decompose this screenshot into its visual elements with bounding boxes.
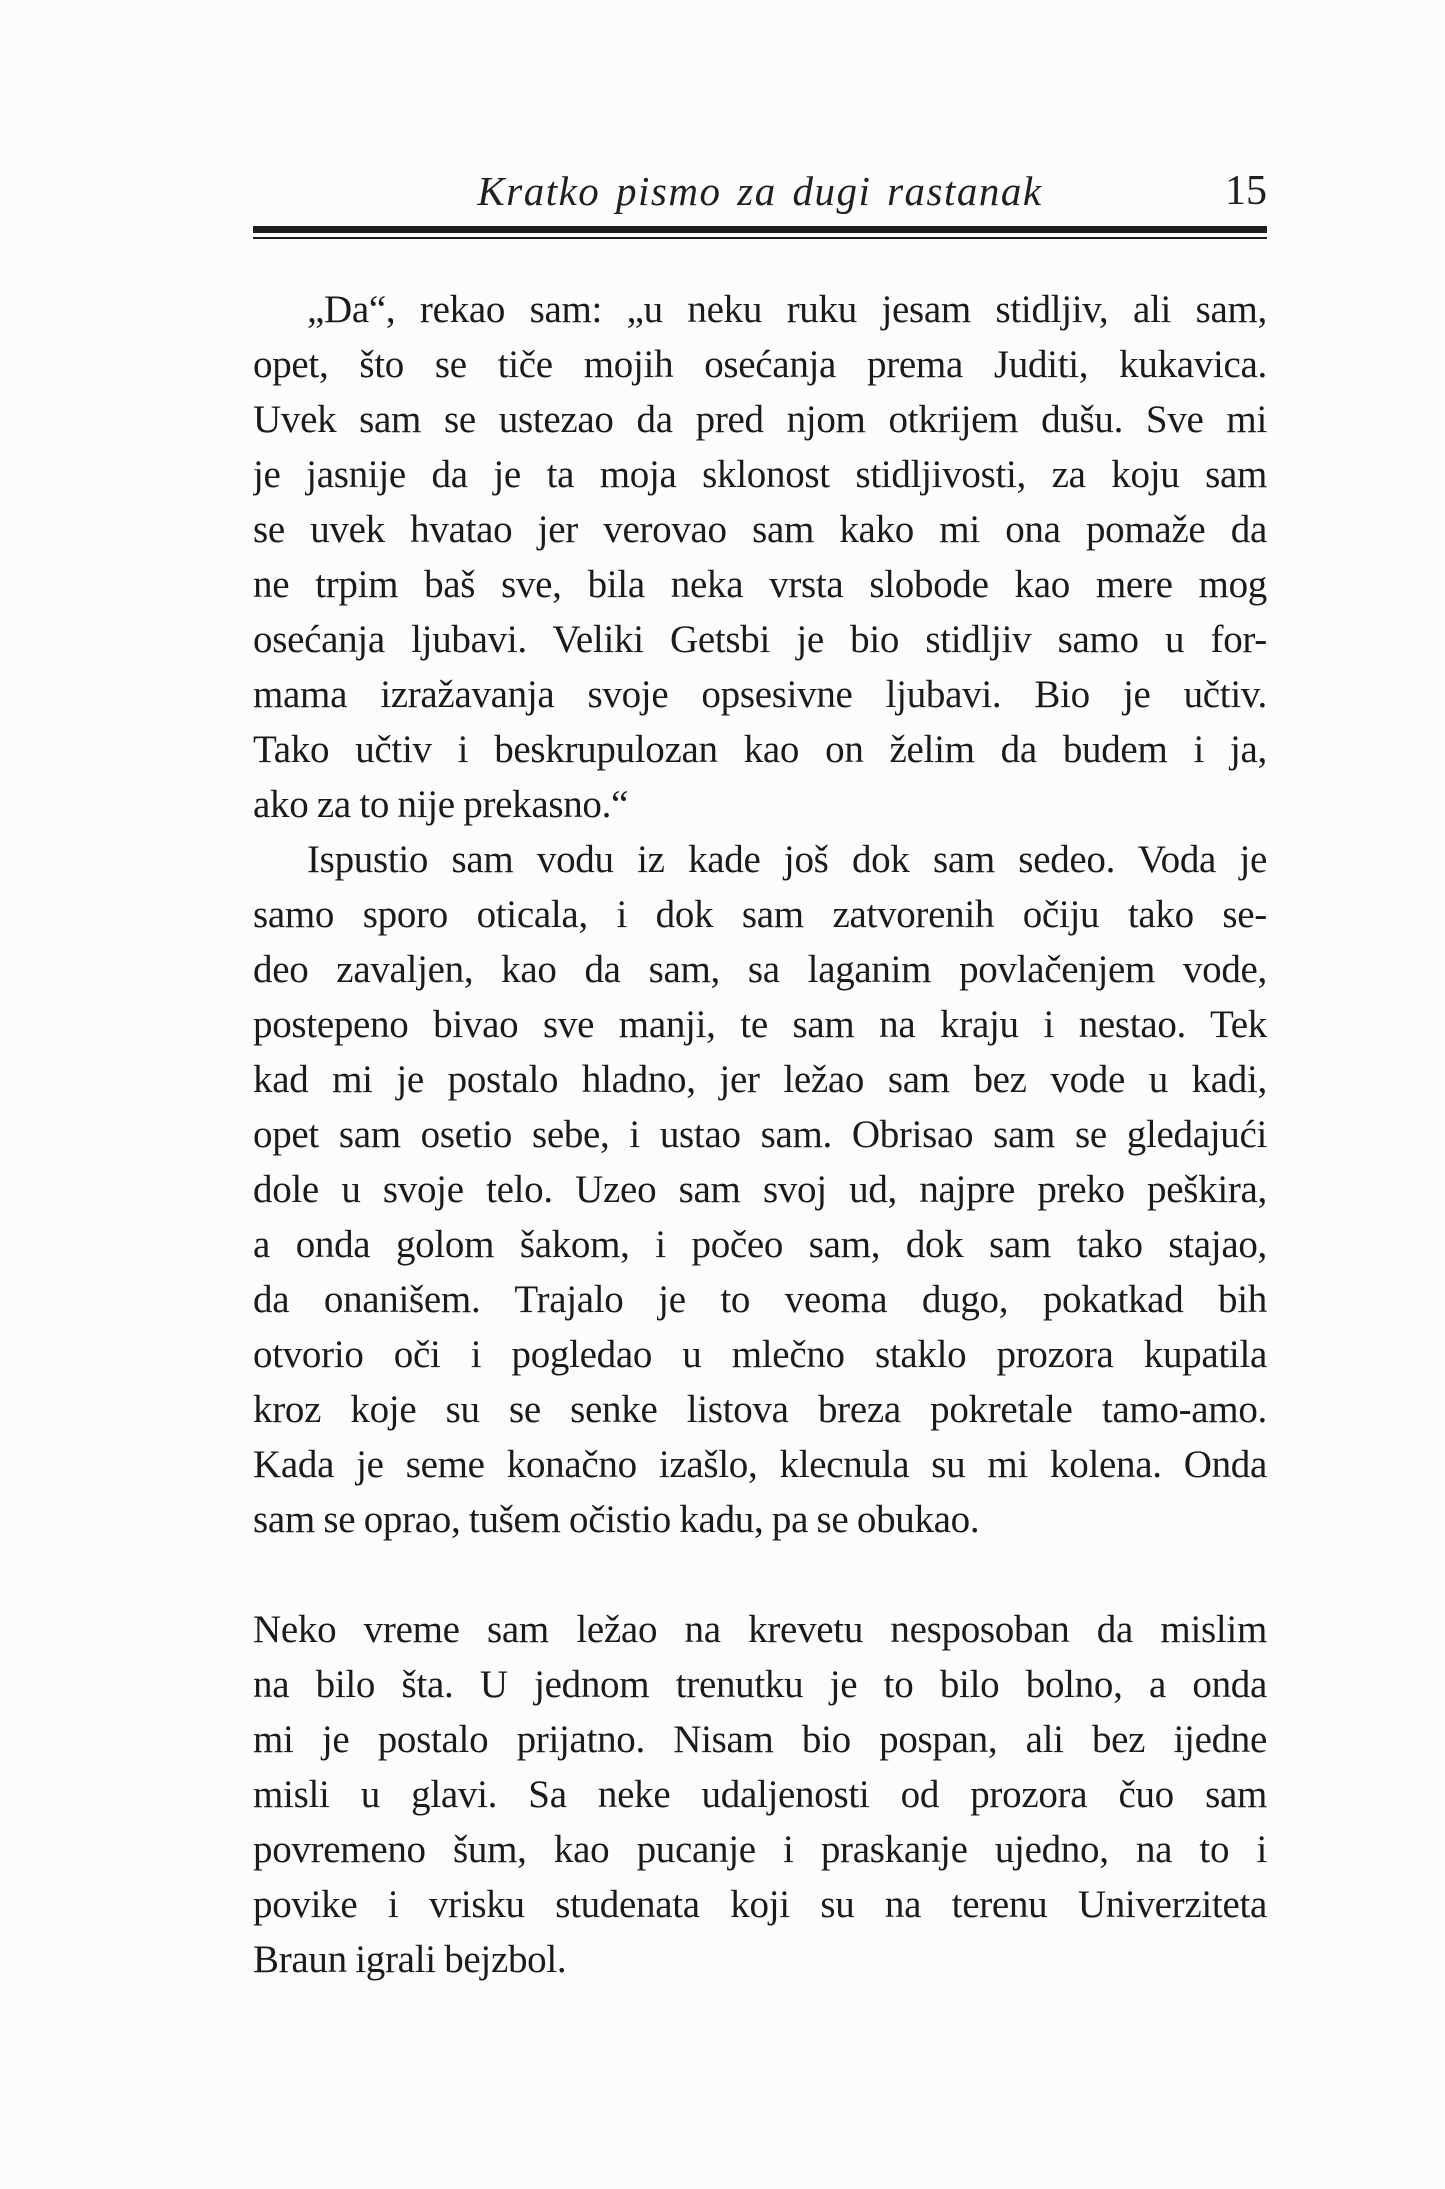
text-line: mama izražavanja svoje opsesivne ljubavi. Bio je učtiv. [253,673,1267,716]
text-line: Braun igrali bejzbol. [253,1938,567,1981]
text-line: je jasnije da je ta moja sklonost stidljivosti, za koju sam [253,453,1267,496]
paragraph [253,1602,1267,1987]
text-line: opet sam osetio sebe, i ustao sam. Obrisao sam se gledajući [253,1113,1267,1156]
running-head [253,163,1267,219]
text-line: „Da“, rekao sam: „u neku ruku jesam stidljiv, ali sam, [307,288,1267,331]
text-line: opet, što se tiče mojih osećanja prema Juditi, kukavica. [253,343,1267,386]
text-line: na bilo šta. U jednom trenutku je to bilo bolno, a onda [253,1663,1267,1706]
body-text [253,282,1267,1987]
paragraph [253,282,1267,832]
text-line: povremeno šum, kao pucanje i praskanje ujedno, na to i [253,1828,1267,1871]
text-line: se uvek hvatao jer verovao sam kako mi ona pomaže da [253,508,1267,551]
text-line: Kada je seme konačno izašlo, klecnula su mi kolena. Onda [253,1443,1267,1486]
text-line: Neko vreme sam ležao na krevetu nesposoban da mislim [253,1608,1267,1651]
text-line: sam se oprao, tušem očistio kadu, pa se obukao. [253,1498,980,1541]
text-line: otvorio oči i pogledao u mlečno staklo prozora kupatila [253,1333,1267,1376]
text-line: da onanišem. Trajalo je to veoma dugo, pokatkad bih [253,1278,1267,1321]
page-number: 15 [1225,168,1267,214]
text-line: Ispustio sam vodu iz kade još dok sam sedeo. Voda je [307,838,1267,881]
text-line: ako za to nije prekasno.“ [253,783,629,826]
text-line: kad mi je postalo hladno, jer ležao sam bez vode u kadi, [253,1058,1267,1101]
header-double-rule [253,226,1267,239]
text-line: deo zavaljen, kao da sam, sa laganim povlačenjem vode, [253,948,1267,991]
text-line: Uvek sam se ustezao da pred njom otkrijem dušu. Sve mi [253,398,1267,441]
text-line: povike i vrisku studenata koji su na terenu Univerziteta [253,1883,1267,1926]
text-line: a onda golom šakom, i počeo sam, dok sam tako stajao, [253,1223,1267,1266]
text-line: osećanja ljubavi. Veliki Getsbi je bio stidljiv samo u for- [253,618,1267,661]
text-line: Tako učtiv i beskrupulozan kao on želim da budem i ja, [253,728,1267,771]
paragraph [253,832,1267,1547]
text-line: ne trpim baš sve, bila neka vrsta slobode kao mere mog [253,563,1267,606]
text-line: samo sporo oticala, i dok sam zatvorenih očiju tako se- [253,893,1267,936]
text-line: misli u glavi. Sa neke udaljenosti od prozora čuo sam [253,1773,1267,1816]
running-head-title: Kratko pismo za dugi rastanak [477,168,1043,214]
text-line: postepeno bivao sve manji, te sam na kraju i nestao. Tek [253,1003,1267,1046]
text-line: mi je postalo prijatno. Nisam bio pospan, ali bez ijedne [253,1718,1267,1761]
text-line: dole u svoje telo. Uzeo sam svoj ud, najpre preko peškira, [253,1168,1267,1211]
text-line: kroz koje su se senke listova breza pokretale tamo-amo. [253,1388,1267,1431]
